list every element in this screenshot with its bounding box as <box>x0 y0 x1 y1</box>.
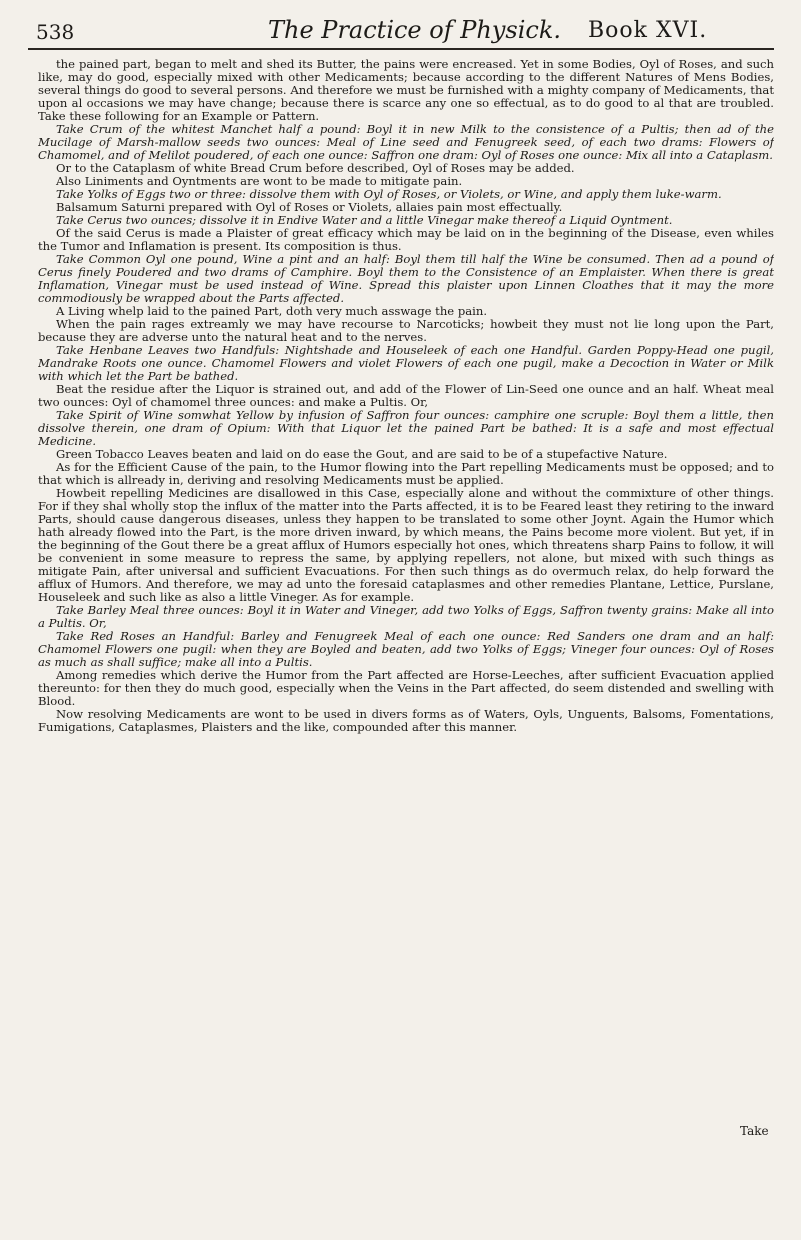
recipe-paragraph: Take Yolks of Eggs two or three: dissolve them with Oyl of Roses, or Violets, or Wine, and apply them luke-warm. <box>56 187 722 201</box>
body-paragraph: A Living whelp laid to the pained Part, doth very much asswage the pain. <box>56 304 488 318</box>
recipe-paragraph: Take Henbane Leaves two Handfuls: Nightshade and Houseleek of each one Handful. Garden Poppy-Head one pugil, Mandrake Roots one ounce. Chamomel Flowers and violet Flowers of each one pugil, make a Decoction in Water or Milk with which let the Part be bathed. <box>38 343 774 383</box>
body-paragraph: Among remedies which derive the Humor from the Part affected are Horse-Leeches, after sufficient Evacuation applied thereunto: for then they do much good, especially when the Veins in the Part affected, do seem distended and swelling with Blood. <box>38 668 774 708</box>
body-paragraph: Balsamum Saturni prepared with Oyl of Roses or Violets, allaies pain most effectually. <box>56 200 563 214</box>
recipe-paragraph: Take Cerus two ounces; dissolve it in Endive Water and a little Vinegar make thereof a Liquid Oyntment. <box>56 213 673 227</box>
body-paragraph: Howbeit repelling Medicines are disallowed in this Case, especially alone and without the commixture of other things. For if they shal wholly stop the influx of the matter into the Parts affected, it is to be Feared least they retiring to the inward Parts, should cause dangerous diseases, unless they happen to be translated to some other Joynt. Again the Humor which hath already flowed into the Part, is the more driven inward, by which means, the Pains become more violent. But yet, if in the beginning of the Gout there be a great afflux of Humors especially hot ones, which threatens sharp Pains to follow, it will be convenient in some measure to repress the same, by applying repellers, not alone, but mixed with such things as mitigate Pain, after universal and sufficient Evacuations. For then such things as do overmuch relax, do help forward the afflux of Humors. And therefore, we may ad unto the foresaid cataplasmes and other remedies Plantane, Lettice, Purslane, Houseleek and such like as also a little Vineger. As for example. <box>38 486 774 604</box>
body-paragraph: the pained part, began to melt and shed its Butter, the pains were encreased. Yet in some Bodies, Oyl of Roses, and such like, may do good, especially mixed with other Medicaments; because according to the different Natures of Mens Bodies, several things do good to several persons. And therefore we must be furnished with a mighty company of Medicaments, that upon al occasions we may have change; because there is scarce any one so effectual, as to do good to al that are troubled. Take these following for an Example or Pattern. <box>38 58 774 123</box>
recipe-paragraph: Take Common Oyl one pound, Wine a pint and an half: Boyl them till half the Wine be consumed. Then ad a pound of Cerus finely Poudered and two drams of Camphire. Boyl them to the Consistence of an Emplaister. When there is great Inflamation, Vinegar must be used instead of Wine. Spread this plaister upon Linnen Cloathes that it may the more commodiously be wrapped about the Parts affected. <box>38 252 774 305</box>
page-header <box>28 8 774 50</box>
page-number: 538 <box>36 20 75 44</box>
body-paragraph: Also Liniments and Oyntments are wont to be made to mitigate pain. <box>56 174 463 188</box>
catchword: Take <box>740 1124 769 1138</box>
recipe-paragraph: Take Spirit of Wine somwhat Yellow by infusion of Saffron four ounces: camphire one scruple: Boyl them a little, then dissolve therein, one dram of Opium: With that Liquor let the pained Part be bathed: It is a safe and most effectual Medicine. <box>38 408 774 448</box>
body-paragraph: Now resolving Medicaments are wont to be used in divers forms as of Waters, Oyls, Unguents, Balsoms, Fomentations, Fumigations, Cataplasmes, Plaisters and the like, compounded after this manner. <box>38 707 774 734</box>
body-paragraph: When the pain rages extreamly we may have recourse to Narcoticks; howbeit they must not lie long upon the Part, because they are adverse unto the natural heat and to the nerves. <box>38 317 774 344</box>
body-paragraph: Of the said Cerus is made a Plaister of great efficacy which may be laid on in the beginning of the Disease, even whiles the Tumor and Inflamation is present. Its composition is thus. <box>38 226 774 253</box>
body-text <box>38 58 774 1138</box>
body-paragraph: Or to the Cataplasm of white Bread Crum before described, Oyl of Roses may be added. <box>56 161 575 175</box>
body-paragraph: Green Tobacco Leaves beaten and laid on do ease the Gout, and are said to be of a stupefactive Nature. <box>56 447 668 461</box>
recipe-paragraph: Take Barley Meal three ounces: Boyl it in Water and Vineger, add two Yolks of Eggs, Saffron twenty grains: Make all into a Pultis. Or, <box>38 603 774 630</box>
body-paragraph: Beat the residue after the Liquor is strained out, and add of the Flower of Lin-Seed one ounce and an half. Wheat meal two ounces: Oyl of chamomel three ounces: and make a Pultis. Or, <box>38 382 774 409</box>
book-label: Book XVI. <box>588 18 708 43</box>
recipe-paragraph: Take Crum of the whitest Manchet half a pound: Boyl it in new Milk to the consistence of a Pultis; then ad of the Mucilage of Marsh-mallow seeds two ounces: Meal of Line seed and Fenugreek seed, of each two drams: Flowers of Chamomel, and of Melilot poudered, of each one ounce: Saffron one dram: Oyl of Roses one ounce: Mix all into a Cataplasm. <box>38 122 774 162</box>
recipe-paragraph: Take Red Roses an Handful: Barley and Fenugreek Meal of each one ounce: Red Sanders one dram and an half: Chamomel Flowers one pugil: when they are Boyled and beaten, add two Yolks of Eggs; Vineger four ounces: Oyl of Roses as much as shall suffice; make all into a Pultis. <box>38 629 774 669</box>
running-title: The Practice of Physick. <box>268 16 561 44</box>
body-paragraph: As for the Efficient Cause of the pain, to the Humor flowing into the Part repelling Medicaments must be opposed; and to that which is allready in, deriving and resolving Medicaments must be applied. <box>38 460 774 487</box>
